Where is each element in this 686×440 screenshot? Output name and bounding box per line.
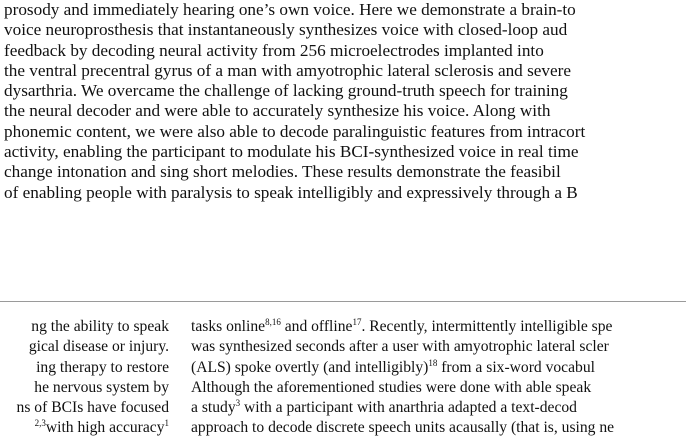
body-line — [17, 418, 169, 438]
abstract-line: prosody and immediately hearing one’s own voice. Here we demonstrate a brain-to — [4, 0, 576, 19]
body-line: was synthesized seconds after a user with amyotrophic lateral scler — [191, 338, 609, 356]
abstract-line: phonemic content, we were also able to decode paralinguistic features from intracort — [4, 121, 586, 141]
body-text: a study — [191, 399, 236, 417]
citation-ref: 18 — [428, 357, 438, 368]
body-text: from a six-word vocabul — [437, 358, 595, 376]
abstract-line: the ventral precentral gyrus of a man with amyotrophic lateral sclerosis and severe — [4, 60, 571, 80]
body-text: . Recently, intermittently intelligible spe — [361, 318, 613, 335]
body-line: approach to decode discrete speech units acausally (that is, using ne — [191, 419, 615, 437]
citation-ref: 1 — [164, 418, 169, 429]
citation-ref: 3 — [235, 398, 241, 409]
body-line: ng the ability to speak — [31, 318, 169, 335]
body-line: he nervous system by — [34, 378, 169, 396]
abstract-line: feedback by decoding neural activity from 256 microelectrodes implanted into — [4, 40, 544, 60]
section-divider — [0, 301, 686, 302]
abstract-line: the neural decoder and were able to accurately synthesize his voice. Along with — [4, 101, 551, 121]
citation-ref: 2,3 — [34, 418, 46, 429]
body-line — [191, 358, 614, 378]
abstract — [4, 0, 686, 203]
body-line — [191, 317, 614, 337]
body-text: and offline — [280, 318, 353, 335]
body-text: (ALS) spoke overtly (and intelligibly) — [191, 358, 429, 376]
body-line: gical disease or injury. — [28, 338, 169, 356]
abstract-line: dysarthria. We overcame the challenge of lacking ground-truth speech for training — [4, 81, 568, 101]
abstract-line: activity, enabling the participant to modulate his BCI-synthesized voice in real time — [4, 142, 579, 162]
abstract-line: change intonation and sing short melodies. These results demonstrate the feasibil — [4, 162, 561, 182]
citation-ref: 8,16 — [265, 317, 281, 327]
body-text: with a participant with anarthria adapted a text-decod — [240, 399, 577, 417]
citation-ref: 17 — [352, 317, 362, 327]
body-line — [191, 398, 614, 418]
body-line: ing therapy to restore — [36, 358, 169, 376]
abstract-line: of enabling people with paralysis to speak intelligibly and expressively through a B — [4, 182, 578, 202]
abstract-line: voice neuroprosthesis that instantaneously synthesizes voice with closed-loop aud — [4, 20, 568, 40]
body-line: ns of BCIs have focused — [16, 399, 169, 417]
body-column-left — [17, 317, 169, 439]
body-column-right — [191, 317, 614, 439]
body-text: with high accuracy — [45, 419, 165, 437]
body-line: Although the aforementioned studies were done with able speak — [191, 378, 592, 396]
body-text: tasks online — [191, 318, 266, 335]
